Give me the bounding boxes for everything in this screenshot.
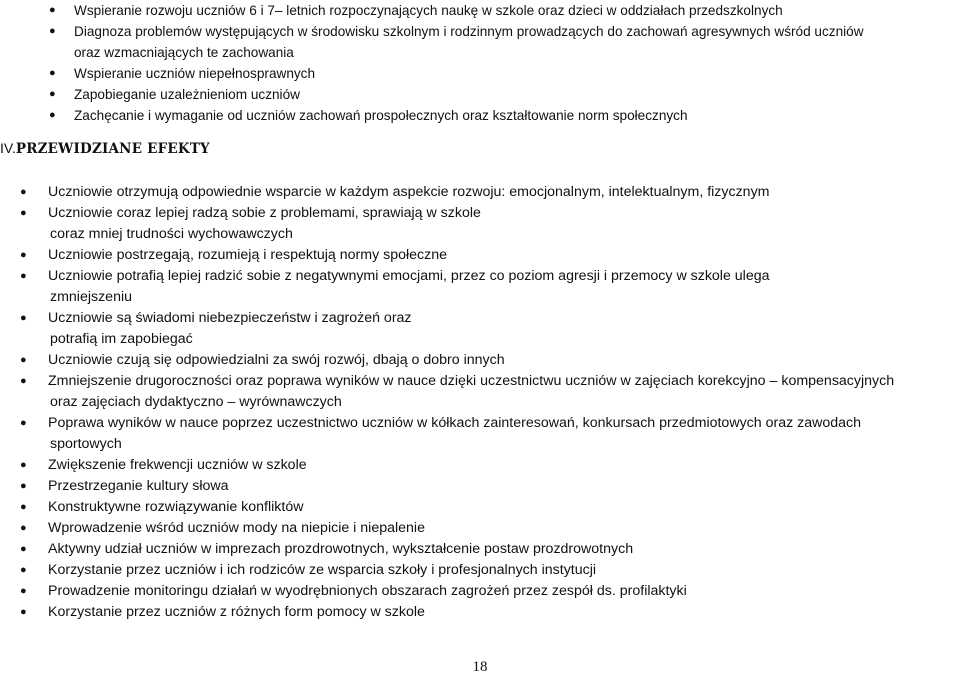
effect-item [0, 581, 960, 602]
list-item-text: Zapobieganie uzależnieniom uczniów [74, 87, 300, 102]
effect-item [0, 497, 960, 518]
bullet-icon: ● [20, 249, 27, 261]
bullet-icon: ● [20, 543, 27, 555]
effect-text: Zwiększenie frekwencji uczniów w szkole [48, 457, 307, 473]
effect-text: Aktywny udział uczniów w imprezach prozdrowotnych, wykształcenie postaw prozdrowotnych [48, 541, 634, 557]
effects-list [0, 182, 960, 623]
effect-text: Przestrzeganie kultury słowa [48, 478, 229, 494]
effect-text: Uczniowie potrafią lepiej radzić sobie z negatywnymi emocjami, przez co poziom agresji i przemocy w szkole ulega [48, 268, 770, 284]
effect-item [0, 308, 960, 350]
bullet-icon: ● [20, 417, 27, 429]
effect-text: Korzystanie przez uczniów z różnych form pomocy w szkole [48, 604, 425, 620]
bullet-icon: ● [49, 67, 56, 79]
effect-item [0, 560, 960, 581]
bullet-icon: ● [49, 25, 56, 37]
list-item [0, 63, 960, 84]
section-title: PRZEWIDZIANE EFEKTY [15, 141, 210, 157]
list-item-text: oraz wzmacniających te zachowania [74, 45, 294, 60]
effect-item [0, 518, 960, 539]
page-number: 18 [472, 659, 488, 675]
effect-item [0, 203, 960, 245]
list-item-text: Zachęcanie i wymaganie od uczniów zachowań prospołecznych oraz kształtowanie norm społecznych [74, 108, 688, 123]
section-number: IV. [0, 140, 16, 156]
bullet-icon: ● [20, 480, 27, 492]
effect-text-continuation: coraz mniej trudności wychowawczych [50, 226, 293, 242]
effect-item [0, 539, 960, 560]
effect-item [0, 476, 960, 497]
effect-item [0, 245, 960, 266]
list-item [0, 21, 960, 42]
effect-item [0, 266, 960, 308]
bullet-icon: ● [20, 375, 27, 387]
list-item-text: Diagnoza problemów występujących w środowisku szkolnym i rodzinnym prowadzących do zachowań agresywnych wśród uczniów [74, 24, 864, 39]
effect-item [0, 350, 960, 371]
bullet-icon: ● [20, 501, 27, 513]
effect-text-continuation: oraz zajęciach dydaktyczno – wyrównawczych [50, 394, 342, 410]
bullet-icon: ● [49, 88, 56, 100]
effect-text: Uczniowie otrzymują odpowiednie wsparcie w każdym aspekcie rozwoju: emocjonalnym, intelektualnym, fizycznym [48, 184, 770, 200]
effect-text: Zmniejszenie drugoroczności oraz poprawa wyników w nauce dzięki uczestnictwu uczniów w zajęciach korekcyjno – kompensacyjnych [48, 373, 895, 389]
list-item-text: Wspieranie uczniów niepełnosprawnych [74, 66, 316, 81]
list-item-text: Wspieranie rozwoju uczniów 6 i 7– letnich rozpoczynających naukę w szkole oraz dzieci w oddziałach przedszkolnych [74, 3, 783, 18]
effect-item [0, 413, 960, 455]
bullet-icon: ● [49, 4, 56, 16]
bullet-icon: ● [20, 186, 27, 198]
bullet-icon: ● [20, 606, 27, 618]
effect-text: Prowadzenie monitoringu działań w wyodrębnionych obszarach zagrożeń przez zespół ds. profilaktyki [48, 583, 687, 599]
list-item [0, 0, 960, 21]
effect-text: Uczniowie czują się odpowiedzialni za swój rozwój, dbają o dobro innych [48, 352, 505, 368]
effect-item [0, 371, 960, 413]
bullet-icon: ● [20, 522, 27, 534]
effect-text-continuation: sportowych [50, 436, 122, 452]
goals-list [0, 0, 960, 126]
effect-text: Uczniowie coraz lepiej radzą sobie z problemami, sprawiają w szkole [48, 205, 481, 221]
bullet-icon: ● [20, 312, 27, 324]
list-item [0, 105, 960, 126]
effect-text: Wprowadzenie wśród uczniów mody na niepicie i niepalenie [48, 520, 425, 536]
bullet-icon: ● [20, 354, 27, 366]
bullet-icon: ● [20, 585, 27, 597]
effect-text-continuation: zmniejszeniu [50, 289, 133, 305]
effect-text: Uczniowie postrzegają, rozumieją i respektują normy społeczne [48, 247, 448, 263]
list-item [0, 84, 960, 105]
effect-text: Korzystanie przez uczniów i ich rodziców ze wsparcia szkoły i profesjonalnych instytucji [48, 562, 597, 578]
bullet-icon: ● [20, 270, 27, 282]
effect-text-continuation: potrafią im zapobiegać [50, 331, 193, 347]
bullet-icon: ● [20, 459, 27, 471]
section-heading [0, 138, 210, 158]
effect-text: Uczniowie są świadomi niebezpieczeństw i zagrożeń oraz [48, 310, 412, 326]
effect-item [0, 602, 960, 623]
bullet-icon: ● [49, 109, 56, 121]
list-item-continuation [0, 42, 960, 63]
bullet-icon: ● [20, 207, 27, 219]
effect-text: Konstruktywne rozwiązywanie konfliktów [48, 499, 304, 515]
effect-item [0, 182, 960, 203]
bullet-icon: ● [20, 564, 27, 576]
effect-item [0, 455, 960, 476]
effect-text: Poprawa wyników w nauce poprzez uczestnictwo uczniów w kółkach zainteresowań, konkursach przedmiotowych oraz zawodach [48, 415, 862, 431]
